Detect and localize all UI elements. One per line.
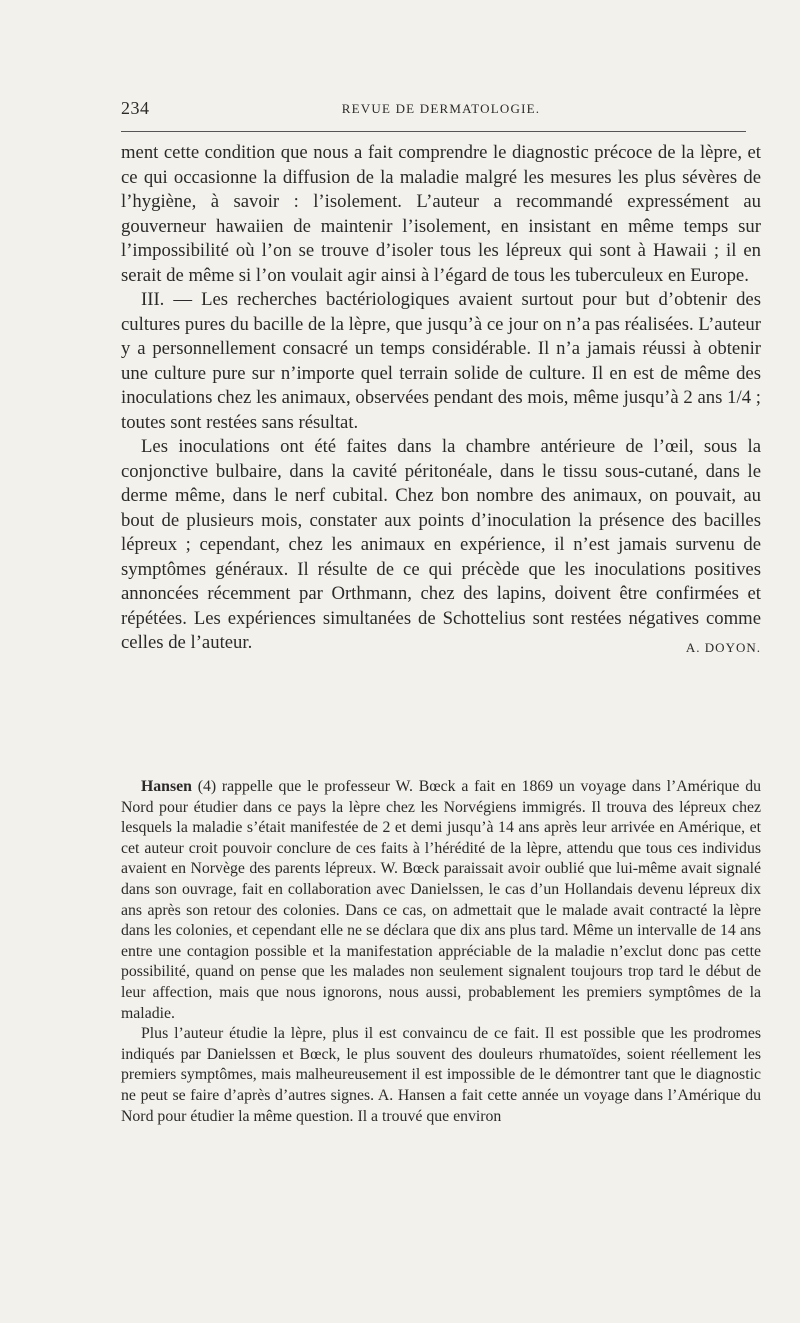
article-doyon — [121, 141, 761, 661]
paragraph-inoculations — [121, 435, 761, 656]
paragraph-bacteriology: III. — Les recherches bactériologiques avaient surtout pour but d’obtenir des cultures pures du bacille de la lèpre, que jusqu’à ce jour on n’a pas réalisées. L’auteur y a personnellement consacré un temps considérable. Il n’a jamais réussi à obtenir une culture pure sur n’importe quel terrain solide de culture. Il en est de même des inoculations chez les animaux, observées pendant des mois, même jusqu’à 2 ans 1/4 ; toutes sont restées sans résultat. — [121, 289, 761, 433]
page-header — [121, 98, 761, 126]
header-rule — [121, 131, 746, 132]
paragraph-hansen-intro-text: (4) rappelle que le professeur W. Bœck a fait en 1869 un voyage dans l’Amérique du Nord pour étudier dans ce pays la lèpre chez les Norvégiens immigrés. Il trouva des lépreux chez lesquels la maladie s’était manifestée de 2 et demi jusqu’à 14 ans après leur arrivée en Amérique, et cet auteur croit pouvoir conclure de ces faits à l’hérédité de la lèpre, attendu que tous ces individus avaient en Norvège des parents lépreux. W. Bœck paraissait avoir oublié que lui-même avait signalé dans son ouvrage, fait en collaboration avec Danielssen, le cas d’un Hollandais devenu lépreux dix ans après son retour des colonies. Dans ce cas, on admettait que le malade avait contracté la lèpre dans les colonies, et cependant elle ne se déclara que dix ans plus tard. Même un intervalle de 14 ans entre une contagion possible et la manifestation appréciable de la maladie n’exclut donc pas cette possibilité, quand on pense que les malades non seulement signalent toujours trop tard le début de leur affection, mais que nous ignorons, nous aussi, probablement les premiers symptômes de la maladie. — [121, 778, 761, 1022]
paragraph-inoculations-text: Les inoculations ont été faites dans la chambre antérieure de l’œil, sous la conjonctive bulbaire, dans la cavité péritonéale, dans le tissu sous-cutané, dans le derme même, dans le nerf cubital. Chez bon nombre des animaux, on pouvait, au bout de plusieurs mois, constater aux points d’inoculation la présence des bacilles lépreux ; cependant, chez les animaux en expérience, il n’est jamais survenu de symptômes généraux. Il résulte de ce qui précède que les inoculations positives annoncées récemment par Orthmann, chez des lapins, doivent être confirmées et répétées. Les expériences simultanées de Schottelius sont restées négatives comme celles de l’auteur. — [121, 436, 761, 653]
running-head: REVUE DE DERMATOLOGIE. — [341, 101, 541, 116]
page-number: 234 — [121, 98, 150, 118]
paragraph-hansen-intro — [121, 777, 761, 1024]
author-signature: A. DOYON. — [685, 640, 761, 655]
article-hansen — [121, 777, 761, 1127]
author-name: Hansen — [141, 778, 192, 795]
paragraph-continuation: ment cette condition que nous a fait comprendre le diagnostic précoce de la lèpre, et ce qui occasionne la diffusion de la maladie malgré les mesures les plus sévères de l’hygiène, à savoir : l’isolement. L’auteur a recommandé expressément au gouverneur hawaiien de maintenir l’isolement, en insistant en même temps sur l’impossibilité où l’on se trouve d’isoler tous les lépreux qui sont à Hawaii ; il en serait de même si l’on voulait agir ainsi à l’égard de tous les tuberculeux en Europe. — [121, 142, 761, 286]
paragraph-hansen-conclusion: Plus l’auteur étudie la lèpre, plus il est convaincu de ce fait. Il est possible que les prodromes indiqués par Danielssen et Bœck, le plus souvent des douleurs rhumatoïdes, soient réellement les premiers symptômes, mais malheureusement il est impossible de le démontrer tant que le diagnostic ne peut se faire d’après d’autres signes. A. Hansen a fait cette année un voyage dans l’Amérique du Nord pour étudier la même question. Il a trouvé que environ — [121, 1025, 761, 1125]
